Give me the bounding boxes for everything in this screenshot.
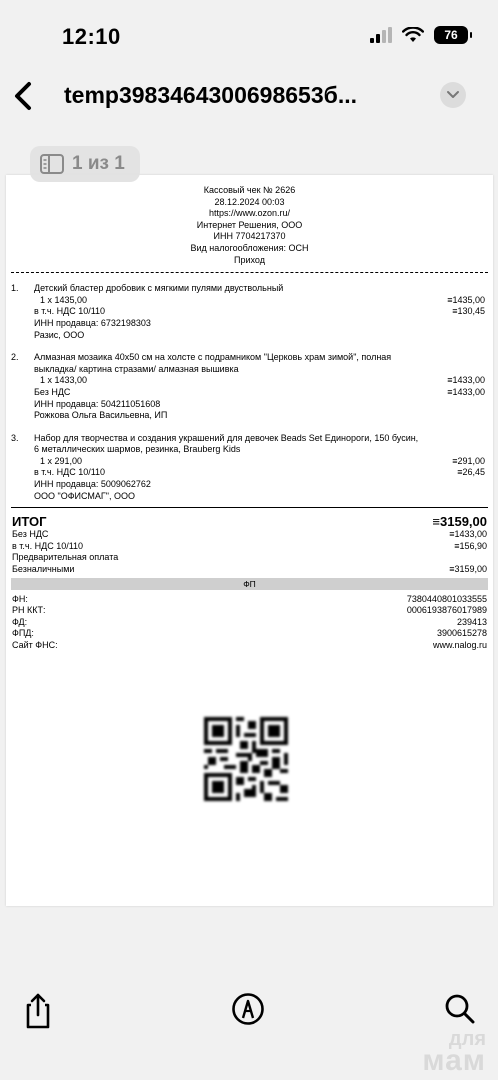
fiscal-label: РН ККТ: xyxy=(12,605,46,616)
page-indicator-label: 1 из 1 xyxy=(72,153,125,174)
item-seller-inn: ИНН продавца: 5009062762 xyxy=(34,479,151,490)
item-qty: 1 x 291,00 xyxy=(40,455,83,466)
status-time: 12:10 xyxy=(62,24,121,49)
fiscal-value: 239413 xyxy=(456,616,487,627)
receipt-company: Интернет Решения, ООО xyxy=(196,219,303,230)
total-label: ИТОГ xyxy=(12,514,47,530)
item-name: Детский бластер дробовик с мягкими пулями двуствольный xyxy=(34,283,284,294)
item-vat-sum: ≡26,45 xyxy=(457,467,485,478)
fiscal-value: 0006193876017989 xyxy=(406,605,487,616)
total-row-value: ≡156,90 xyxy=(454,540,487,551)
receipt-company-inn: ИНН 7704217370 xyxy=(213,231,286,242)
watermark-line-1: для xyxy=(448,1028,486,1050)
total-row-label: в т.ч. НДС 10/110 xyxy=(12,540,84,551)
receipt-datetime: 28.12.2024 00:03 xyxy=(214,196,285,207)
item-qty-sum: ≡291,00 xyxy=(452,455,485,466)
item-vat: Без НДС xyxy=(34,386,71,397)
fiscal-data xyxy=(6,590,493,652)
item-qty-sum: ≡1435,00 xyxy=(447,294,485,305)
share-button[interactable] xyxy=(20,991,56,1027)
item-name-line-1: Алмазная мозаика 40x50 см на холсте с подрамником "Церковь храм зимой", полная xyxy=(34,352,392,363)
fiscal-label: Сайт ФНС: xyxy=(12,640,58,650)
receipt-page xyxy=(6,175,493,906)
item-name-line-2: 6 металлических шармов, резинка, Brauberg Kids xyxy=(34,444,241,455)
fiscal-value: www.nalog.ru xyxy=(432,640,487,650)
total-row-label: Безналичными xyxy=(12,564,75,575)
item-seller: Разис, ООО xyxy=(34,329,85,340)
status-icons xyxy=(370,26,468,44)
receipt-item xyxy=(6,283,493,341)
item-qty: 1 x 1433,00 xyxy=(40,375,88,386)
receipt-items xyxy=(6,273,493,502)
item-vat: в т.ч. НДС 10/110 xyxy=(34,467,106,478)
sidebar-icon xyxy=(40,154,64,174)
item-number: 1. xyxy=(11,283,19,294)
search-icon xyxy=(442,991,478,1027)
fiscal-value: 7380440801033555 xyxy=(406,593,487,604)
receipt-website: https://www.ozon.ru/ xyxy=(208,208,291,219)
fiscal-label: ФД: xyxy=(12,616,28,627)
fiscal-label: ФН: xyxy=(12,593,28,604)
markup-pen-icon xyxy=(230,991,266,1027)
receipt-number: Кассовый чек № 2626 xyxy=(203,185,296,195)
item-name-line-1: Набор для творчества и создания украшений для девочек Beads Set Единороги, 150 бусин, xyxy=(34,432,419,443)
fp-section-bar: ФП xyxy=(11,578,488,590)
total-row-label: Без НДС xyxy=(12,529,49,540)
item-vat: в т.ч. НДС 10/110 xyxy=(34,306,106,317)
item-qty-sum: ≡1433,00 xyxy=(447,375,485,386)
item-seller: ООО "ОФИСМАГ", ООО xyxy=(34,490,135,501)
search-button[interactable] xyxy=(442,991,478,1027)
signal-icon xyxy=(370,27,392,43)
document-title[interactable]: temp3983464300698653б... xyxy=(64,82,357,108)
receipt-header xyxy=(6,175,493,266)
item-number: 3. xyxy=(11,432,19,443)
title-menu-button[interactable] xyxy=(440,82,466,108)
item-seller-inn: ИНН продавца: 504211051608 xyxy=(34,398,161,409)
watermark-line-2: мам xyxy=(422,1044,486,1077)
share-icon xyxy=(20,991,56,1031)
receipt-operation: Приход xyxy=(234,254,265,265)
total-row-value: ≡3159,00 xyxy=(449,564,487,575)
total-row-value: ≡1433,00 xyxy=(449,529,487,540)
receipt-item xyxy=(6,433,493,503)
markup-button[interactable] xyxy=(230,991,266,1027)
item-vat-sum: ≡1433,00 xyxy=(447,386,485,397)
total-row-label: Предварительная оплата xyxy=(12,552,119,563)
item-seller-inn: ИНН продавца: 6732198303 xyxy=(34,317,151,328)
status-bar xyxy=(0,0,498,72)
item-name-line-2: выкладка/ картина стразами/ алмазная вышивка xyxy=(34,363,239,374)
nav-bar xyxy=(0,72,498,122)
fiscal-label: ФПД: xyxy=(12,628,34,639)
chevron-down-icon xyxy=(446,90,460,100)
page-indicator[interactable] xyxy=(30,146,140,182)
wifi-icon xyxy=(402,27,424,43)
item-number: 2. xyxy=(11,352,19,363)
total-value: ≡3159,00 xyxy=(432,514,487,530)
battery-indicator xyxy=(434,26,468,44)
qr-code xyxy=(204,717,288,801)
chevron-left-icon xyxy=(8,76,42,116)
receipt-tax-system: Вид налогообложения: ОСН xyxy=(190,242,309,253)
watermark xyxy=(422,1028,486,1077)
receipt-item xyxy=(6,352,493,422)
fiscal-value: 3900615278 xyxy=(436,628,487,639)
item-seller: Рожкова Ольга Васильевна, ИП xyxy=(34,410,168,421)
receipt-total xyxy=(6,508,493,575)
battery-level: 76 xyxy=(444,28,458,42)
item-qty: 1 x 1435,00 xyxy=(40,294,88,305)
back-button[interactable] xyxy=(8,76,42,116)
item-vat-sum: ≡130,45 xyxy=(452,306,485,317)
